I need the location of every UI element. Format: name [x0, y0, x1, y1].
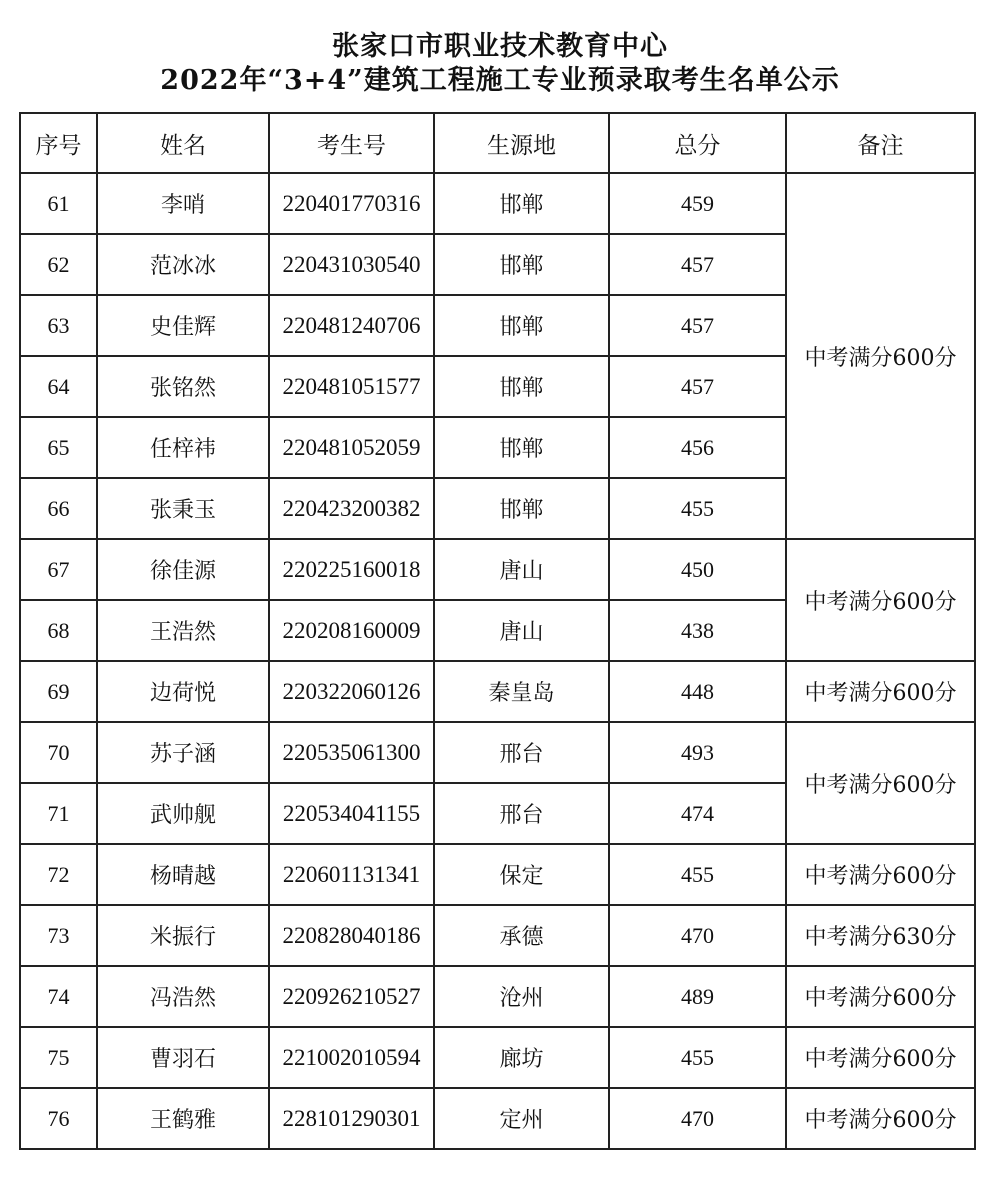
cell-name: 冯浩然 [97, 966, 269, 1027]
header-exam-no: 考生号 [269, 113, 434, 173]
cell-origin: 邯郸 [434, 478, 609, 539]
table-row [20, 905, 975, 966]
cell-seq: 62 [20, 234, 97, 295]
cell-origin: 秦皇岛 [434, 661, 609, 722]
cell-seq: 63 [20, 295, 97, 356]
cell-seq: 71 [20, 783, 97, 844]
cell-score: 450 [609, 539, 786, 600]
cell-name: 史佳辉 [97, 295, 269, 356]
cell-seq: 76 [20, 1088, 97, 1149]
cell-origin: 承德 [434, 905, 609, 966]
cell-score: 459 [609, 173, 786, 234]
cell-name: 徐佳源 [97, 539, 269, 600]
table-row [20, 173, 975, 234]
table-row [20, 1088, 975, 1149]
cell-exam-no: 220926210527 [269, 966, 434, 1027]
cell-exam-no: 220423200382 [269, 478, 434, 539]
cell-seq: 69 [20, 661, 97, 722]
cell-name: 李哨 [97, 173, 269, 234]
cell-exam-no: 228101290301 [269, 1088, 434, 1149]
cell-origin: 邯郸 [434, 295, 609, 356]
cell-remarks: 中考满分600分 [786, 722, 975, 844]
cell-remarks: 中考满分600分 [786, 1088, 975, 1149]
cell-remarks: 中考满分600分 [786, 1027, 975, 1088]
cell-origin: 唐山 [434, 539, 609, 600]
cell-origin: 邯郸 [434, 356, 609, 417]
cell-origin: 唐山 [434, 600, 609, 661]
cell-origin: 廊坊 [434, 1027, 609, 1088]
cell-exam-no: 220401770316 [269, 173, 434, 234]
cell-remarks: 中考满分600分 [786, 844, 975, 905]
cell-origin: 邯郸 [434, 173, 609, 234]
cell-name: 王浩然 [97, 600, 269, 661]
cell-seq: 70 [20, 722, 97, 783]
cell-score: 493 [609, 722, 786, 783]
header-score: 总分 [609, 113, 786, 173]
cell-exam-no: 220431030540 [269, 234, 434, 295]
cell-name: 张秉玉 [97, 478, 269, 539]
table-row [20, 661, 975, 722]
cell-origin: 邢台 [434, 783, 609, 844]
cell-origin: 邯郸 [434, 417, 609, 478]
cell-score: 470 [609, 1088, 786, 1149]
cell-exam-no: 221002010594 [269, 1027, 434, 1088]
cell-seq: 64 [20, 356, 97, 417]
cell-exam-no: 220481051577 [269, 356, 434, 417]
cell-exam-no: 220828040186 [269, 905, 434, 966]
admission-table [19, 112, 976, 1150]
cell-name: 杨晴越 [97, 844, 269, 905]
cell-score: 455 [609, 1027, 786, 1088]
table-row [20, 1027, 975, 1088]
cell-origin: 保定 [434, 844, 609, 905]
cell-name: 武帅舰 [97, 783, 269, 844]
cell-name: 王鹤雅 [97, 1088, 269, 1149]
cell-exam-no: 220601131341 [269, 844, 434, 905]
cell-seq: 65 [20, 417, 97, 478]
cell-score: 455 [609, 478, 786, 539]
cell-name: 边荷悦 [97, 661, 269, 722]
cell-exam-no: 220481240706 [269, 295, 434, 356]
cell-exam-no: 220225160018 [269, 539, 434, 600]
header-origin: 生源地 [434, 113, 609, 173]
header-remarks: 备注 [786, 113, 975, 173]
table-row [20, 539, 975, 600]
cell-seq: 73 [20, 905, 97, 966]
cell-seq: 67 [20, 539, 97, 600]
cell-name: 曹羽石 [97, 1027, 269, 1088]
table-row [20, 966, 975, 1027]
cell-name: 米振行 [97, 905, 269, 966]
cell-remarks: 中考满分630分 [786, 905, 975, 966]
header-seq: 序号 [20, 113, 97, 173]
cell-origin: 沧州 [434, 966, 609, 1027]
document-title: 张家口市职业技术教育中心 [332, 31, 668, 62]
cell-seq: 66 [20, 478, 97, 539]
cell-origin: 定州 [434, 1088, 609, 1149]
cell-exam-no: 220208160009 [269, 600, 434, 661]
table-row [20, 722, 975, 783]
cell-score: 455 [609, 844, 786, 905]
cell-score: 474 [609, 783, 786, 844]
cell-remarks: 中考满分600分 [786, 966, 975, 1027]
cell-score: 456 [609, 417, 786, 478]
table-row [20, 844, 975, 905]
cell-exam-no: 220481052059 [269, 417, 434, 478]
cell-exam-no: 220322060126 [269, 661, 434, 722]
cell-seq: 61 [20, 173, 97, 234]
cell-seq: 68 [20, 600, 97, 661]
table-body [20, 173, 975, 1149]
cell-score: 489 [609, 966, 786, 1027]
cell-origin: 邢台 [434, 722, 609, 783]
table-header-row [20, 113, 975, 173]
cell-remarks: 中考满分600分 [786, 173, 975, 539]
cell-score: 470 [609, 905, 786, 966]
document-subtitle: 2022年“3+4”建筑工程施工专业预录取考生名单公示 [160, 65, 840, 96]
cell-score: 457 [609, 356, 786, 417]
cell-score: 448 [609, 661, 786, 722]
cell-seq: 74 [20, 966, 97, 1027]
cell-seq: 75 [20, 1027, 97, 1088]
cell-remarks: 中考满分600分 [786, 539, 975, 661]
cell-origin: 邯郸 [434, 234, 609, 295]
cell-seq: 72 [20, 844, 97, 905]
cell-name: 苏子涵 [97, 722, 269, 783]
cell-name: 任梓祎 [97, 417, 269, 478]
cell-exam-no: 220534041155 [269, 783, 434, 844]
cell-remarks: 中考满分600分 [786, 661, 975, 722]
cell-score: 457 [609, 234, 786, 295]
cell-name: 张铭然 [97, 356, 269, 417]
cell-score: 438 [609, 600, 786, 661]
cell-score: 457 [609, 295, 786, 356]
cell-name: 范冰冰 [97, 234, 269, 295]
header-name: 姓名 [97, 113, 269, 173]
cell-exam-no: 220535061300 [269, 722, 434, 783]
